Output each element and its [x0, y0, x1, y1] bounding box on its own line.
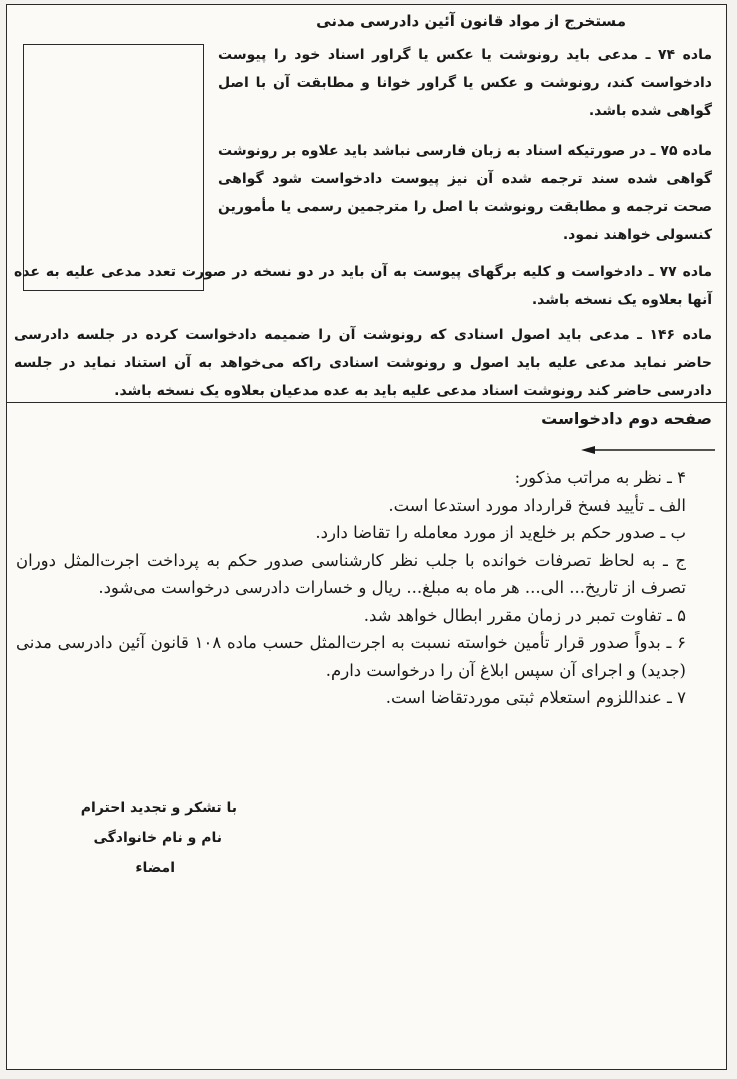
petition-form-page — [6, 4, 727, 1070]
full-name-label: نام و نام خانوادگی — [93, 830, 222, 846]
article-77-text: ماده ۷۷ ـ دادخواست و کلیه برگهای پیوست به آن باید در دو نسخه در صورت تعدد مدعی علیه به عده آنها بعلاوه یک نسخه باشد. — [14, 264, 713, 308]
request-item: ۷ ـ عنداللزوم استعلام ثبتی موردتقاضا است. — [385, 688, 686, 707]
legal-excerpt-section — [7, 5, 726, 403]
article-146: ماده ۱۴۶ ـ مدعی باید اصول اسنادی که رونوشت آن را ضمیمه دادخواست کرده در جلسه دادرسی حاضر نماید مدعی علیه باید اصول و رونوشت اسنادی راکه می‌خواهد به آن استناد نماید در جلسه دادرسی حاضر کند رونوشت اسناد مدعی علیه باید به عده مدعیان بعلاوه یک نسخه باشد. — [14, 327, 712, 399]
photo-box — [23, 44, 204, 291]
request-item: ۶ ـ بدواً صدور قرار تأمین خواسته نسبت به اجرت‌المثل حسب ماده ۱۰۸ قانون آئین دادرسی مدنی (جدید) و اجرای آن سپس ابلاغ آن را درخواست دارم. — [16, 633, 686, 680]
arrow-left-icon — [581, 445, 715, 455]
excerpt-title: مستخرج از مواد قانون آئین دادرسی مدنی — [316, 12, 626, 30]
petition-requests — [16, 464, 686, 712]
request-item: ۵ ـ تفاوت تمبر در زمان مقرر ابطال خواهد شد. — [363, 605, 686, 625]
article-75: ماده ۷۵ ـ در صورتیکه اسناد به زبان فارسی نباشد باید علاوه بر رونوشت گواهی شده سند ترجمه شده آن نیز پیوست دادخواست شود گواهی صحت ترجمه و مطابقت رونوشت با اصل را مترجمین رسمی یا مأمورین کنسولی خواهند نمود. — [218, 143, 713, 243]
article-77 — [14, 258, 712, 314]
request-item: ۴ ـ نظر به مراتب مذکور: — [514, 468, 686, 487]
regards-line: با تشکر و تجدید احترام — [80, 800, 237, 816]
article-74: ماده ۷۴ ـ مدعی باید رونوشت یا عکس یا گراور اسناد خود را پیوست دادخواست کند، رونوشت و عکس یا گراور خوانا و مطابقت آن با اصل گواهی شده باشد. — [218, 47, 712, 119]
signature-label: امضاء — [135, 860, 175, 876]
second-page-title: صفحه دوم دادخواست — [541, 409, 712, 428]
request-item: الف ـ تأیید فسخ قرارداد مورد استدعا است. — [388, 495, 686, 515]
request-item: ب ـ صدور حکم بر خلع‌ید از مورد معامله را تقاضا دارد. — [315, 523, 686, 542]
closing-block — [37, 793, 237, 883]
request-item: ج ـ به لحاظ تصرفات خوانده با جلب نظر کارشناسی صدور حکم به پرداخت اجرت‌المثل دوران تصرف از تاریخ... الی... هر ماه به مبلغ... ریال و خسارات دادرسی درخواست می‌شود. — [16, 550, 686, 597]
